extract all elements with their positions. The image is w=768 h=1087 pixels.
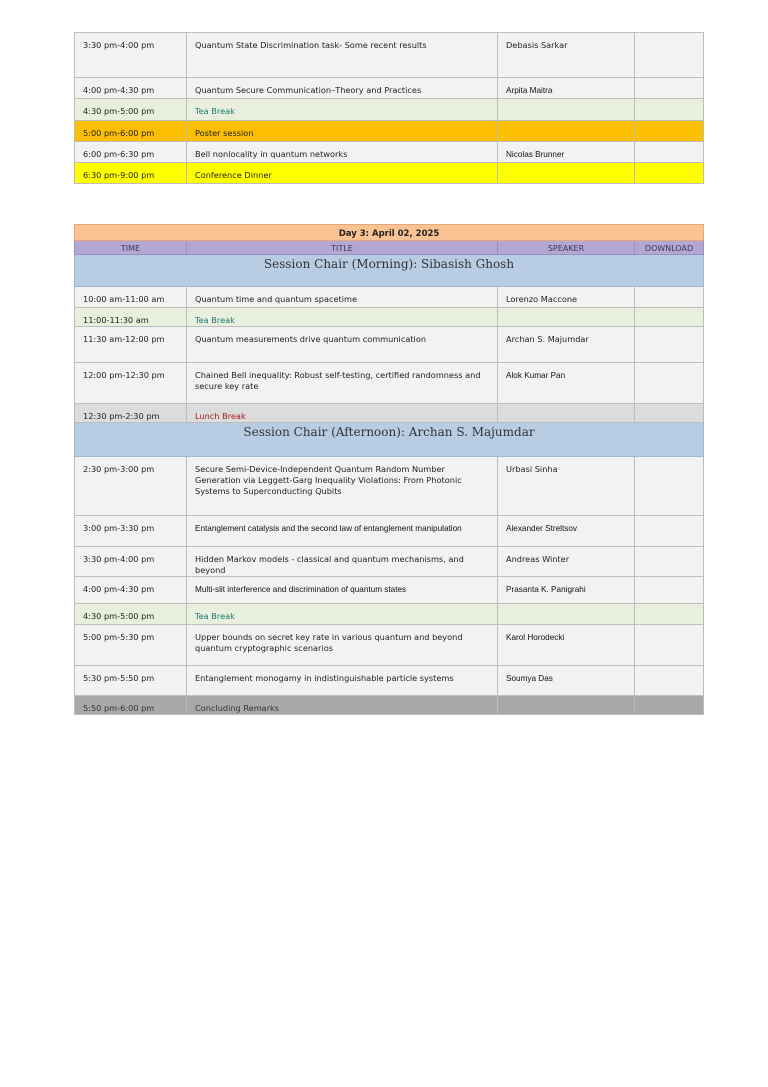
speaker-cell <box>498 121 635 142</box>
session-chair-row <box>75 255 704 287</box>
schedule-row <box>75 142 704 163</box>
schedule-row <box>75 121 704 142</box>
title-cell: Upper bounds on secret key rate in various quantum and beyond quantum cryptographic scenarios <box>187 625 498 666</box>
speaker-cell <box>498 696 635 715</box>
schedule-table-day3 <box>74 224 704 715</box>
title-cell: Lunch Break <box>187 404 498 423</box>
speaker-cell: Prasanta K. Panigrahi <box>498 577 635 604</box>
title-cell: Hidden Markov models - classical and quantum mechanisms, and beyond <box>187 547 498 577</box>
column-header-row <box>75 241 704 255</box>
title-cell: Bell nonlocality in quantum networks <box>187 142 498 163</box>
time-cell: 3:00 pm-3:30 pm <box>75 516 187 547</box>
time-cell: 6:30 pm-9:00 pm <box>75 163 187 184</box>
title-cell: Secure Semi-Device-Independent Quantum Random Number Generation via Leggett-Garg Inequality Violations: From Photonic Systems to Superconducting Qubits <box>187 457 498 516</box>
schedule-row <box>75 604 704 625</box>
download-cell[interactable] <box>635 457 704 516</box>
time-cell: 5:00 pm-6:00 pm <box>75 121 187 142</box>
download-cell[interactable] <box>635 516 704 547</box>
download-cell[interactable] <box>635 666 704 696</box>
schedule-table-day2-end <box>74 32 704 184</box>
schedule-row <box>75 287 704 308</box>
speaker-cell <box>498 308 635 327</box>
speaker-cell: Arpita Maitra <box>498 78 635 99</box>
title-cell: Quantum State Discrimination task- Some recent results <box>187 33 498 78</box>
title-cell: Tea Break <box>187 604 498 625</box>
download-cell[interactable] <box>635 604 704 625</box>
speaker-cell <box>498 604 635 625</box>
header-speaker: SPEAKER <box>498 241 635 255</box>
title-cell: Chained Bell inequality: Robust self-testing, certified randomness and secure key rate <box>187 363 498 404</box>
session-chair-row <box>75 423 704 457</box>
schedule-row <box>75 577 704 604</box>
speaker-cell: Archan S. Majumdar <box>498 327 635 363</box>
download-cell[interactable] <box>635 163 704 184</box>
schedule-row <box>75 666 704 696</box>
schedule-row <box>75 696 704 715</box>
speaker-cell: Soumya Das <box>498 666 635 696</box>
time-cell: 4:00 pm-4:30 pm <box>75 577 187 604</box>
speaker-cell: Andreas Winter <box>498 547 635 577</box>
schedule-row <box>75 625 704 666</box>
title-cell: Entanglement monogamy in indistinguishable particle systems <box>187 666 498 696</box>
schedule-row <box>75 163 704 184</box>
download-cell[interactable] <box>635 327 704 363</box>
download-cell[interactable] <box>635 78 704 99</box>
speaker-cell <box>498 99 635 121</box>
speaker-cell: Nicolas Brunner <box>498 142 635 163</box>
title-cell: Tea Break <box>187 308 498 327</box>
download-cell[interactable] <box>635 121 704 142</box>
title-cell: Entanglement catalysis and the second law of entanglement manipulation <box>187 516 498 547</box>
time-cell: 3:30 pm-4:00 pm <box>75 33 187 78</box>
download-cell[interactable] <box>635 404 704 423</box>
time-cell: 6:00 pm-6:30 pm <box>75 142 187 163</box>
download-cell[interactable] <box>635 363 704 404</box>
speaker-cell: Alexander Streltsov <box>498 516 635 547</box>
title-cell: Quantum measurements drive quantum communication <box>187 327 498 363</box>
time-cell: 12:00 pm-12:30 pm <box>75 363 187 404</box>
speaker-cell: Alok Kumar Pan <box>498 363 635 404</box>
time-cell: 5:00 pm-5:30 pm <box>75 625 187 666</box>
time-cell: 4:30 pm-5:00 pm <box>75 604 187 625</box>
schedule-row <box>75 547 704 577</box>
title-cell: Tea Break <box>187 99 498 121</box>
download-cell[interactable] <box>635 625 704 666</box>
schedule-row <box>75 99 704 121</box>
speaker-cell <box>498 404 635 423</box>
speaker-cell: Lorenzo Maccone <box>498 287 635 308</box>
header-download: DOWNLOAD <box>635 241 704 255</box>
session-chair-text: Session Chair (Morning): Sibasish Ghosh <box>75 255 704 287</box>
title-cell: Conference Dinner <box>187 163 498 184</box>
time-cell: 5:50 pm-6:00 pm <box>75 696 187 715</box>
title-cell: Concluding Remarks <box>187 696 498 715</box>
download-cell[interactable] <box>635 696 704 715</box>
title-cell: Quantum time and quantum spacetime <box>187 287 498 308</box>
speaker-cell: Karol Horodecki <box>498 625 635 666</box>
time-cell: 2:30 pm-3:00 pm <box>75 457 187 516</box>
schedule-row <box>75 78 704 99</box>
session-chair-text: Session Chair (Afternoon): Archan S. Majumdar <box>75 423 704 457</box>
download-cell[interactable] <box>635 142 704 163</box>
day-title-row <box>75 225 704 241</box>
header-title: TITLE <box>187 241 498 255</box>
download-cell[interactable] <box>635 287 704 308</box>
schedule-row <box>75 308 704 327</box>
download-cell[interactable] <box>635 577 704 604</box>
schedule-row <box>75 33 704 78</box>
title-cell: Poster session <box>187 121 498 142</box>
download-cell[interactable] <box>635 99 704 121</box>
time-cell: 3:30 pm-4:00 pm <box>75 547 187 577</box>
speaker-cell: Urbasi Sinha <box>498 457 635 516</box>
download-cell[interactable] <box>635 547 704 577</box>
download-cell[interactable] <box>635 308 704 327</box>
title-cell: Quantum Secure Communication–Theory and Practices <box>187 78 498 99</box>
time-cell: 12:30 pm-2:30 pm <box>75 404 187 423</box>
download-cell[interactable] <box>635 33 704 78</box>
time-cell: 10:00 am-11:00 am <box>75 287 187 308</box>
header-time: TIME <box>75 241 187 255</box>
time-cell: 5:30 pm-5:50 pm <box>75 666 187 696</box>
schedule-row <box>75 404 704 423</box>
schedule-row <box>75 516 704 547</box>
schedule-row <box>75 457 704 516</box>
time-cell: 4:30 pm-5:00 pm <box>75 99 187 121</box>
time-cell: 11:30 am-12:00 pm <box>75 327 187 363</box>
schedule-row <box>75 363 704 404</box>
title-cell: Multi-slit interference and discrimination of quantum states <box>187 577 498 604</box>
speaker-cell <box>498 163 635 184</box>
time-cell: 11:00-11:30 am <box>75 308 187 327</box>
day-title: Day 3: April 02, 2025 <box>75 225 704 241</box>
speaker-cell: Debasis Sarkar <box>498 33 635 78</box>
time-cell: 4:00 pm-4:30 pm <box>75 78 187 99</box>
schedule-row <box>75 327 704 363</box>
